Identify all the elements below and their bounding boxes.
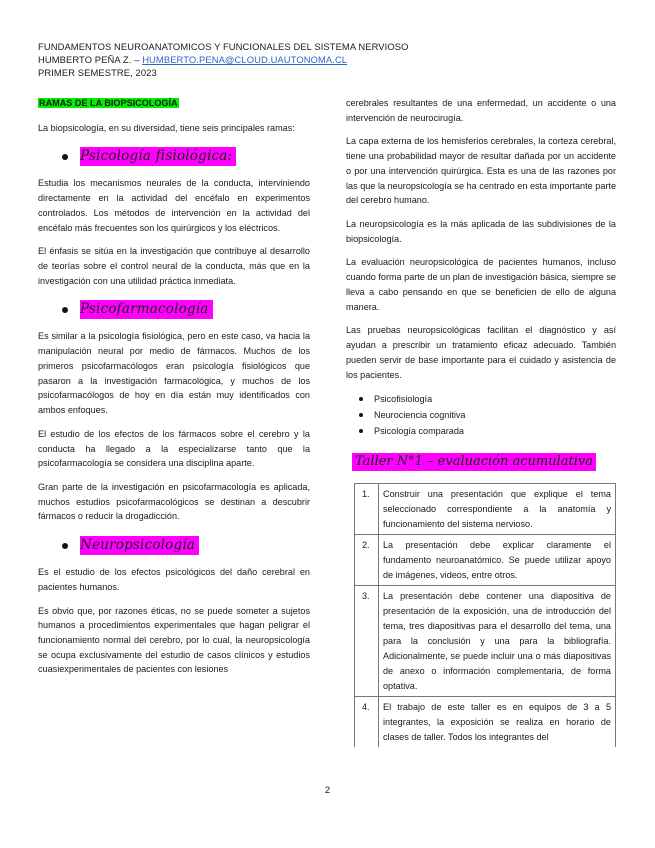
subsection-title-psicofarmacologia <box>38 300 310 319</box>
table-row <box>355 484 616 535</box>
paragraph: Es similar a la psicología fisiológica, pero en este caso, va hacia la manipulación neural por medio de fármacos. Muchos de los primeros psicofarmacólogos eran psicología fisiológicos que pasaron a la investigación farmacológica, y muchos de los psicofarmacólogos de hoy en día están muy identificados con ambos enfoques. <box>38 331 310 416</box>
section-heading: RAMAS DE LA BIOPSICOLOGÍA <box>39 98 178 108</box>
paragraph: Es el estudio de los efectos psicológicos del daño cerebral en pacientes humanos. <box>38 567 310 592</box>
course-title: FUNDAMENTOS NEUROANATOMICOS Y FUNCIONALES DEL SISTEMA NERVIOSO <box>38 41 409 52</box>
subsection-label: Psicofarmacología <box>80 300 213 319</box>
row-text: Construir una presentación que explique el tema seleccionado correspondiente a la anatomía y funcionamiento del sistema nervioso. <box>379 484 616 535</box>
instructions-table <box>354 483 616 747</box>
table-row <box>355 535 616 586</box>
bullet-icon <box>62 543 68 549</box>
row-number: 3. <box>355 586 379 697</box>
subsection-label: Neuropsicología <box>80 536 199 555</box>
taller-title: Taller N°1 – evaluación acumulativa <box>352 453 596 471</box>
row-number: 1. <box>355 484 379 535</box>
paragraph: La neuropsicología es la más aplicada de las subdivisiones de la biopsicología. <box>346 219 616 244</box>
subsection-label: Psicología fisiológica: <box>80 147 236 166</box>
row-number: 2. <box>355 535 379 586</box>
intro-paragraph: La biopsicología, en su diversidad, tiene seis principales ramas: <box>38 122 295 133</box>
table-row <box>355 697 616 748</box>
author-line <box>38 53 409 66</box>
bullet-icon <box>62 154 68 160</box>
bullet-list <box>346 391 616 439</box>
paragraph: Gran parte de la investigación en psicofarmacología es aplicada, muchos estudios psicofarmacológicos se destinan a descubrir fármacos o reducir la drogadicción. <box>38 481 310 522</box>
row-text: El trabajo de este taller es en equipos de 3 a 5 integrantes, la exposición se realiza en horario de clases de taller. Todos los integrantes del <box>379 697 616 748</box>
document-header <box>38 40 409 79</box>
author-name: HUMBERTO PEÑA Z. – <box>38 54 143 65</box>
table-row <box>355 586 616 697</box>
row-number: 4. <box>355 697 379 748</box>
paragraph: Estudia los mecanismos neurales de la conducta, interviniendo directamente en la actividad del encéfalo en experimentos controlados. Los métodos de intervención en la actividad del encéfalo más frecuentes son los quirúrgicos y los eléctricos. <box>38 178 310 233</box>
row-text: La presentación debe contener una diapositiva de presentación de la exposición, una de introducción del tema, tres diapositivas para el desarrollo del tema, una para la conclusión y una para la bibliografía. Adicionalmente, se puede incluir una o más diapositivas de anexo o información complementaria, de forma optativa. <box>379 586 616 697</box>
left-column <box>38 96 310 686</box>
paragraph: La capa externa de los hemisferios cerebrales, la corteza cerebral, tiene una probabilidad mayor de resultar dañada por un accidente o por una intervención quirúrgica. Esta es una de las razones por las que la neuropsicología se ha centrado en esta importante parte del cerebro humano. <box>346 136 616 206</box>
row-text: La presentación debe explicar claramente el fundamento neuroanatómico. Se puede utilizar apoyo de imágenes, videos, entre otros. <box>379 535 616 586</box>
author-email-link[interactable]: HUMBERTO.PENA@CLOUD.UAUTONOMA.CL <box>142 54 348 65</box>
paragraph: El estudio de los efectos de los fármacos sobre el cerebro y la conducta ha llegado a la especializarse tanto que la psicofarmacología se considera una disciplina aparte. <box>38 428 310 469</box>
subsection-title-fisiologica <box>38 147 310 166</box>
paragraph: cerebrales resultantes de una enfermedad, un accidente o una intervención de neurocirugía. <box>346 98 616 123</box>
right-column <box>346 96 616 747</box>
bullet-icon <box>62 307 68 313</box>
paragraph: El énfasis se sitúa en la investigación que contribuye al desarrollo de teorías sobre el control neural de la conducta, más que en la investigación con una utilidad práctica inmediata. <box>38 246 310 286</box>
paragraph: Es obvio que, por razones éticas, no se puede someter a sujetos humanos a procedimientos experimentales que hagan peligrar el funcionamiento normal del cerebro, por lo cual, la neuropsicología se ocupa exclusivamente del estudio de casos clínicos y estudios cuasiexperimentales de pacientes con lesiones <box>38 605 310 675</box>
page-number: 2 <box>324 784 331 795</box>
paragraph: Las pruebas neuropsicológicas facilitan el diagnóstico y así ayudan a prescribir un tratamiento eficaz adecuado. También pueden servir de base importante para el cuidado y asistencia de los pacientes. <box>346 325 616 380</box>
list-item: Psicofisiología <box>346 391 616 407</box>
subsection-title-neuropsicologia <box>38 536 310 555</box>
paragraph: La evaluación neuropsicológica de pacientes humanos, incluso cuando forma parte de un plan de investigación básica, siempre se lleva a cabo pensando en que se beneficien de ello de alguna manera. <box>346 257 616 312</box>
list-item: Neurociencia cognitiva <box>346 407 616 423</box>
list-item: Psicología comparada <box>346 423 616 439</box>
semester: PRIMER SEMESTRE, 2023 <box>38 67 157 78</box>
